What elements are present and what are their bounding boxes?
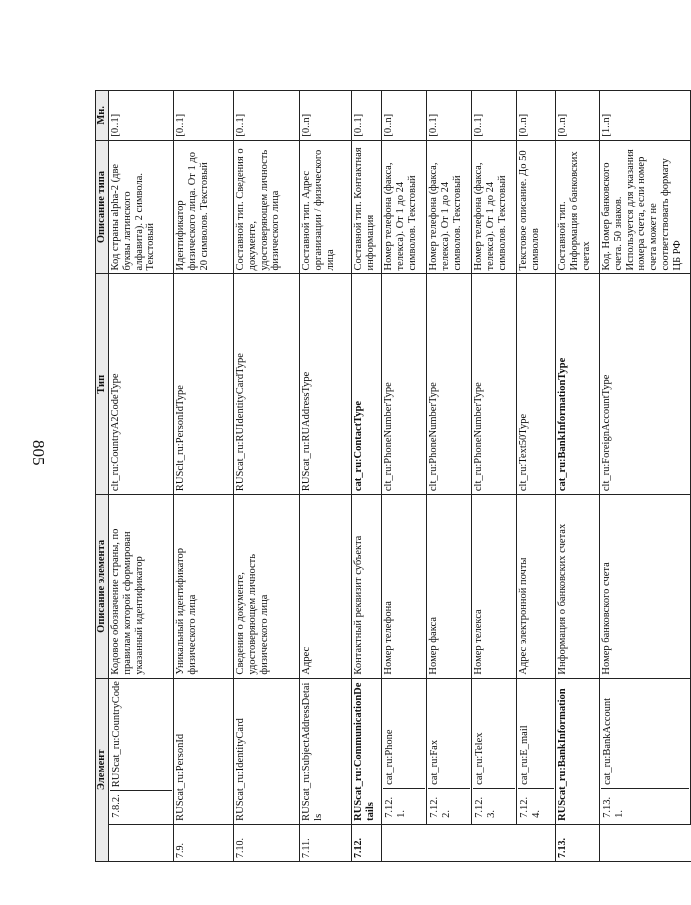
element-description: Номер банковского счета	[600, 495, 691, 678]
element-description: Номер факса	[427, 495, 472, 678]
element-description: Номер телекса	[472, 495, 517, 678]
row-number: 7.13.	[556, 824, 600, 861]
element-description: Сведения о документе, удостоверяющем личность физического лица	[234, 495, 300, 678]
table-row	[234, 91, 300, 862]
type-description: Код. Номер банковского счета. 50 знаков. Используется для указания номера счета, если номер счета может не соответствовать формату ЦБ РФ	[600, 140, 691, 274]
type-name: RUScat_ru:RUIdentityCardType	[234, 274, 300, 495]
type-description: Идентификатор физического лица. От 1 до 20 символов. Текстовый	[174, 140, 234, 274]
row-number: 7.12.	[352, 824, 382, 861]
header-mn: Мн.	[96, 91, 109, 141]
indent-cell	[517, 824, 556, 861]
element-name: RUScat_ru:PersonId	[174, 678, 234, 824]
element-cell	[517, 678, 556, 824]
type-description: Код страны alpha-2 (две буквы латинского алфавита). 2 символа. Текстовый	[109, 140, 174, 274]
page-number: 805	[29, 440, 48, 466]
row-number: 7.12.1.	[383, 788, 425, 821]
row-number: 7.12.2.	[428, 788, 470, 821]
element-name: cat_ru:Telex	[474, 732, 485, 785]
type-description: Составной тип. Адрес организации / физического лица	[300, 140, 352, 274]
element-name: RUScat_ru:SubjectAddressDetails	[300, 678, 352, 824]
element-name: RUScat_ru:BankInformation	[556, 678, 600, 824]
rotated-table-wrapper	[95, 90, 683, 862]
type-description: Текстовое описание. До 50 символов	[517, 140, 556, 274]
multiplicity: [0..n]	[382, 91, 427, 141]
row-number: 7.9.	[174, 824, 234, 861]
table-row	[600, 91, 691, 862]
element-description: Информация о банковских счетах	[556, 495, 600, 678]
table-row	[109, 91, 174, 862]
type-name: clt_ru:ForeignAccountType	[600, 274, 691, 495]
type-name: RUSclt_ru:PersonIdType	[174, 274, 234, 495]
type-name: cat_ru:ContactType	[352, 274, 382, 495]
multiplicity: [0..1]	[109, 91, 174, 141]
row-number: 7.10.	[234, 824, 300, 861]
element-cell	[600, 678, 691, 824]
element-description: Контактный реквизит субъекта	[352, 495, 382, 678]
type-name: clt_ru:Text50Type	[517, 274, 556, 495]
type-name: clt_ru:PhoneNumberType	[472, 274, 517, 495]
element-description: Кодовое обозначение страны, по правилам которой сформирован указанный идентификатор	[109, 495, 174, 678]
header-type: Тип	[96, 274, 109, 495]
table-row	[352, 91, 382, 862]
type-description: Номер телефона (факса, телекса). От 1 до 24 символов. Текстовый	[427, 140, 472, 274]
element-description: Адрес	[300, 495, 352, 678]
multiplicity: [0..n]	[517, 91, 556, 141]
table-row	[472, 91, 517, 862]
multiplicity: [0..1]	[352, 91, 382, 141]
element-name: cat_ru:BankAccount	[602, 697, 613, 785]
element-description: Адрес электронной почты	[517, 495, 556, 678]
multiplicity: [0..n]	[300, 91, 352, 141]
multiplicity: [1..n]	[600, 91, 691, 141]
header-type-desc: Описание типа	[96, 140, 109, 274]
type-name: clt_ru:PhoneNumberType	[382, 274, 427, 495]
table-row	[382, 91, 427, 862]
table-header-row	[96, 91, 109, 862]
type-name: clt_ru:CountryA2CodeType	[109, 274, 174, 495]
type-description: Составной тип. Сведения о документе, удостоверяющем личность физического лица	[234, 140, 300, 274]
header-element-desc: Описание элемента	[96, 495, 109, 678]
element-name: cat_ru:E_mail	[519, 725, 530, 785]
table-row	[174, 91, 234, 862]
multiplicity: [0..1]	[427, 91, 472, 141]
row-number: 7.12.3.	[473, 788, 515, 821]
multiplicity: [0..1]	[174, 91, 234, 141]
element-cell	[427, 678, 472, 824]
element-name: RUScat_ru:CommunicationDetails	[352, 678, 382, 824]
table-row	[300, 91, 352, 862]
indent-cell	[382, 824, 427, 861]
indent-cell	[427, 824, 472, 861]
indent-cell	[600, 824, 691, 861]
indent-cell	[472, 824, 517, 861]
type-description: Составной тип. Контактная информация	[352, 140, 382, 274]
type-name: RUScat_ru:RUAddressType	[300, 274, 352, 495]
element-cell	[382, 678, 427, 824]
row-number: 7.12.4.	[518, 788, 554, 821]
spec-table	[95, 90, 691, 862]
table-body	[109, 91, 691, 862]
element-cell	[472, 678, 517, 824]
table-row	[517, 91, 556, 862]
table-row	[427, 91, 472, 862]
type-name: clt_ru:PhoneNumberType	[427, 274, 472, 495]
indent-cell	[109, 824, 174, 861]
element-name: cat_ru:Fax	[429, 739, 440, 785]
element-name: RUScat_ru:IdentityCard	[234, 678, 300, 824]
multiplicity: [0..1]	[234, 91, 300, 141]
type-description: Номер телефона (факса, телекса). От 1 до 24 символов. Текстовый	[382, 140, 427, 274]
element-name: cat_ru:Phone	[384, 729, 395, 785]
multiplicity: [0..1]	[472, 91, 517, 141]
table-row	[556, 91, 600, 862]
element-cell	[109, 678, 174, 824]
type-description: Номер телефона (факса, телекса). От 1 до 24 символов. Текстовый	[472, 140, 517, 274]
element-description: Номер телефона	[382, 495, 427, 678]
element-name: RUScat_ru:CountryCode	[111, 681, 122, 788]
header-element: Элемент	[96, 678, 109, 861]
type-name: cat_ru:BankInformationType	[556, 274, 600, 495]
row-number: 7.11.	[300, 824, 352, 861]
element-description: Уникальный идентификатор физического лица	[174, 495, 234, 678]
multiplicity: [0..n]	[556, 91, 600, 141]
row-number: 7.8.2.	[110, 790, 172, 821]
row-number: 7.13.1.	[601, 788, 689, 821]
type-description: Составной тип. Информация о банковских счетах	[556, 140, 600, 274]
